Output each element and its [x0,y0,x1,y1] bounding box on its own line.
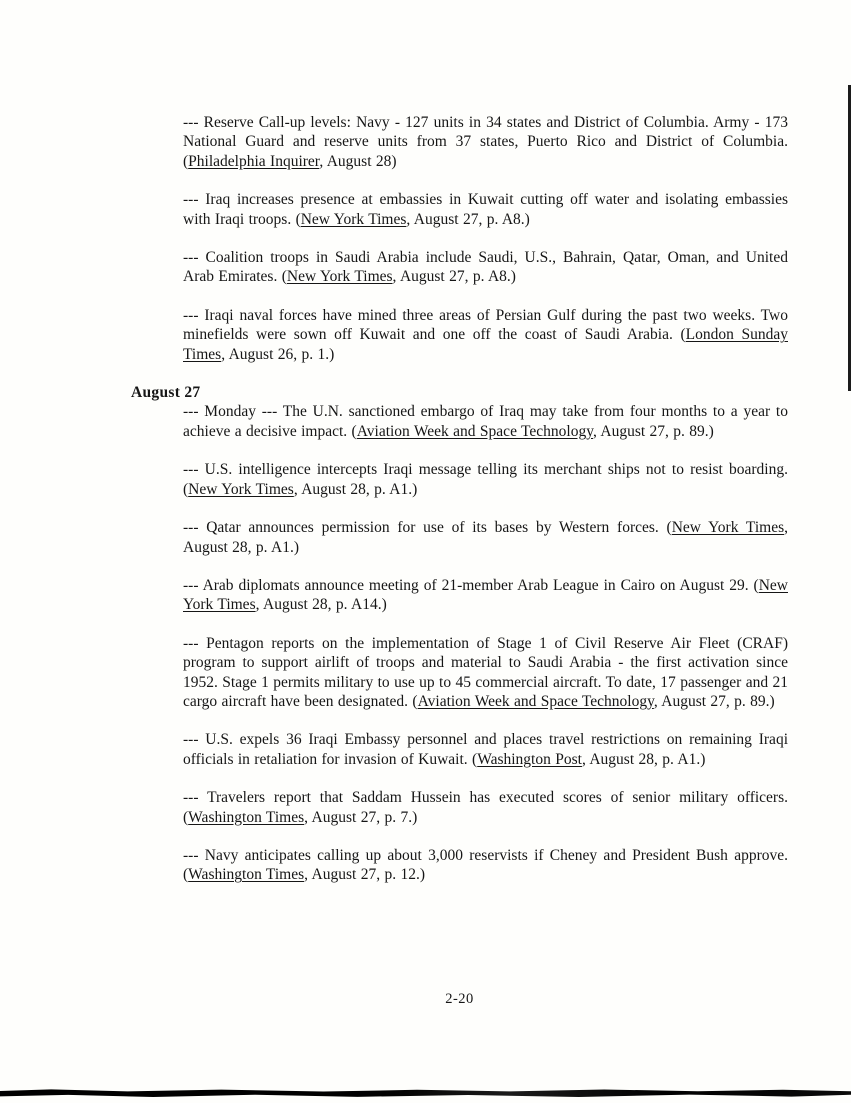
entry-text: --- Pentagon reports on the implementation of Stage 1 of Civil Reserve Air Fleet (CRAF) program to support airlift of troops and material to Saudi Arabia - the first activation since 1952. Stage 1 permits military to use up to 45 commercial aircraft. To date, 17 passenger and 21 cargo aircraft have been designated. ( [183,634,788,710]
entry-text: --- Travelers report that Saddam Hussein has executed scores of senior military officers. ( [183,789,788,826]
entry-text: --- Monday --- The U.N. sanctioned embargo of Iraq may take from four months to a year to achieve a decisive impact. ( [183,403,788,440]
entry-text: , August 28, p. A1.) [581,750,706,768]
chronology-entry [183,518,788,557]
chronology-entry [183,306,788,364]
entry-list-august-27 [131,402,788,884]
chronology-entry [183,402,788,441]
entry-text: , August 26, p. 1.) [221,345,335,363]
entry-text: , August 28) [319,152,397,170]
chronology-entry [183,460,788,499]
entry-text: --- Iraqi naval forces have mined three areas of Persian Gulf during the past two weeks. Two minefields were sown off Kuwait and one off the coast of Saudi Arabia. ( [183,306,788,344]
entry-text: --- Coalition troops in Saudi Arabia include Saudi, U.S., Bahrain, Qatar, Oman, and United Arab Emirates. ( [183,249,788,286]
entry-text: --- Arab diplomats announce meeting of 21-member Arab League in Cairo on August 29. ( [183,576,759,594]
entry-text: --- Reserve Call-up levels: Navy - 127 units in 34 states and District of Columbia. Army - 173 National Guard and reserve units from 37 states, Puerto Rico and District of Columbia. ( [183,114,788,170]
text-block [131,113,788,904]
source-citation: Aviation Week and Space Technology [417,692,654,710]
date-heading: August 27 [131,384,201,402]
entry-text: --- Iraq increases presence at embassies in Kuwait cutting off water and isolating embassies with Iraqi troops. ( [183,191,788,228]
entry-text: , August 27, p. 89.) [653,692,775,710]
entry-text: , August 27, p. A8.) [392,268,516,286]
page-number: 2-20 [445,991,474,1007]
source-citation: New York Times [300,210,407,228]
entry-text: --- Qatar announces permission for use of its bases by Western forces. ( [183,519,672,537]
source-citation: Washington Times [188,808,305,826]
entry-text: , August 27, p. 12.) [304,866,425,884]
entry-text: , August 28, p. A14.) [255,596,387,614]
entry-text: --- U.S. intelligence intercepts Iraqi message telling its merchant ships not to resist boarding. ( [183,461,788,498]
entry-list-top [131,113,788,364]
entry-text: , August 28, p. A1.) [293,480,418,498]
source-citation: New York Times [286,268,393,286]
entry-text: --- U.S. expels 36 Iraqi Embassy personnel and places travel restrictions on remaining Iraqi officials in retaliation for invasion of Kuwait. ( [183,731,788,768]
scan-artifact-bottom-bar [0,1089,851,1097]
entry-text: , August 27, p. 89.) [592,422,714,440]
entry-text: , August 27, p. A8.) [406,210,530,228]
entry-text: , August 27, p. 7.) [304,808,418,826]
source-citation: Philadelphia Inquirer [188,152,320,170]
source-citation: London Sunday Times [183,326,788,363]
chronology-entry [183,576,788,615]
chronology-entry [183,634,788,712]
chronology-entry [183,788,788,827]
source-citation: Washington Times [188,866,305,884]
chronology-entry [183,248,788,287]
chronology-entry [183,113,788,171]
source-citation: New York Times [183,576,788,614]
source-citation: New York Times [671,519,785,537]
entry-text: --- Navy anticipates calling up about 3,000 reservists if Cheney and President Bush approve. ( [183,846,788,884]
entry-text: , August 28, p. A1.) [183,519,789,556]
source-citation: Aviation Week and Space Technology [356,422,593,440]
chronology-entry [183,730,788,769]
chronology-entry [183,846,788,885]
chronology-entry [183,190,788,229]
source-citation: Washington Post [477,750,582,768]
source-citation: New York Times [188,480,294,498]
